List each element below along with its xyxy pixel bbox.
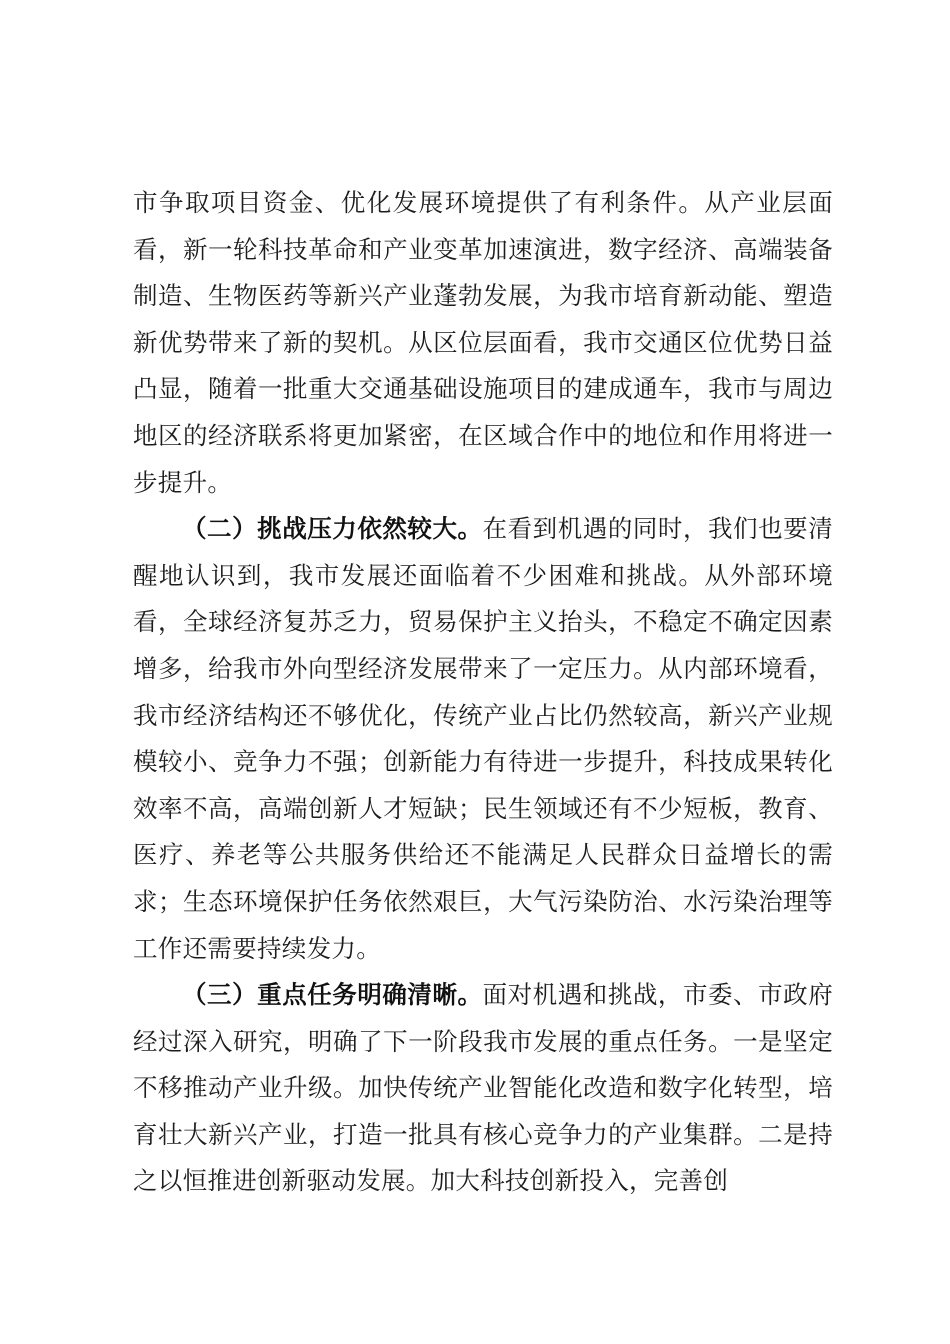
paragraph-text: 市争取项目资金、优化发展环境提供了有利条件。从产业层面看，新一轮科技革命和产业变革加速演进，数字经济、高端装备制造、生物医药等新兴产业蓬勃发展，为我市培育新动能、塑造新优势带来了新的契机。从区位层面看，我市交通区位优势日益凸显，随着一批重大交通基础设施项目的建成通车，我市与周边地区的经济联系将更加紧密，在区域合作中的地位和作用将进一步提升。 — [133, 188, 833, 497]
paragraph-challenges — [133, 506, 833, 972]
section-heading-challenges: （二）挑战压力依然较大。 — [182, 514, 483, 544]
section-heading-key-tasks: （三）重点任务明确清晰。 — [182, 980, 483, 1010]
document-body — [133, 180, 833, 1205]
paragraph-text: 面对机遇和挑战，市委、市政府经过深入研究，明确了下一阶段我市发展的重点任务。一是坚定不移推动产业升级。加快传统产业智能化改造和数字化转型，培育壮大新兴产业，打造一批具有核心竞争力的产业集群。二是持之以恒推进创新驱动发展。加大科技创新投入，完善创 — [133, 980, 833, 1196]
paragraph-opportunities-continued — [133, 180, 833, 506]
paragraph-key-tasks — [133, 972, 833, 1205]
paragraph-text: 在看到机遇的同时，我们也要清醒地认识到，我市发展还面临着不少困难和挑战。从外部环境看，全球经济复苏乏力，贸易保护主义抬头，不稳定不确定因素增多，给我市外向型经济发展带来了一定压力。从内部环境看，我市经济结构还不够优化，传统产业占比仍然较高，新兴产业规模较小、竞争力不强；创新能力有待进一步提升，科技成果转化效率不高，高端创新人才短缺；民生领域还有不少短板，教育、医疗、养老等公共服务供给还不能满足人民群众日益增长的需求；生态环境保护任务依然艰巨，大气污染防治、水污染治理等工作还需要持续发力。 — [133, 514, 833, 963]
